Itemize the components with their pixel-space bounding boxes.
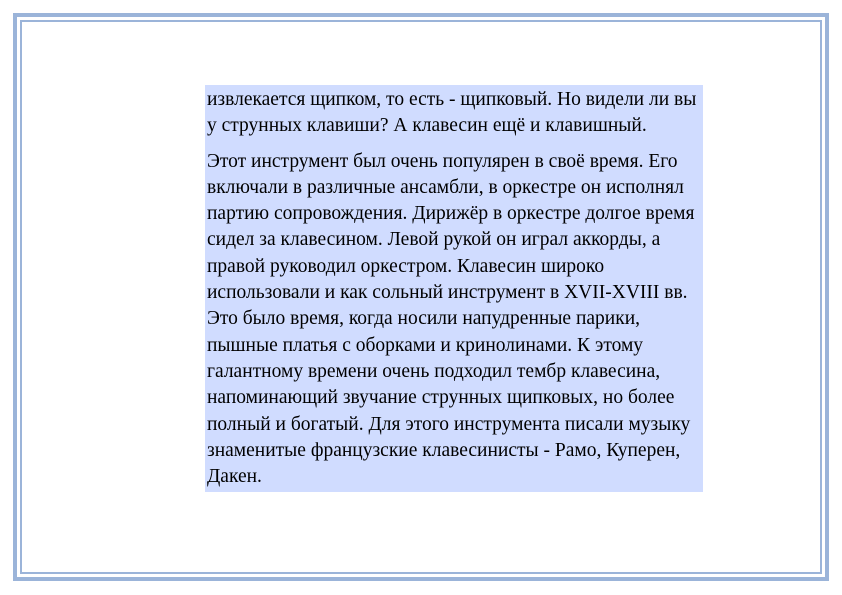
paragraph-1: извлекается щипком, то есть - щипковый. Но видели ли вы у струнных клавиши? А клавесин ещё и клавишный. [207, 89, 697, 137]
paragraph-2: Этот инструмент был очень популярен в своё время. Его включали в различные ансамбли, в оркестре он исполнял партию сопровождения. Дирижёр в оркестре долгое время сидел за клавесином. Левой рукой он играл аккорды, а правой руководил оркестром. Клавесин широко использовали и как сольный инструмент в XVII-XVIII вв. Это было время, когда носили напудренные парики, пышные платья с оборками и кринолинами. К этому галантному времени очень подходил тембр клавесина, напоминающий звучание струнных щипковых, но более полный и богатый. Для этого инструмента писали музыку знаменитые французские клавесинисты - Рамо, Куперен, Дакен. [207, 150, 695, 488]
text-box [205, 85, 703, 492]
